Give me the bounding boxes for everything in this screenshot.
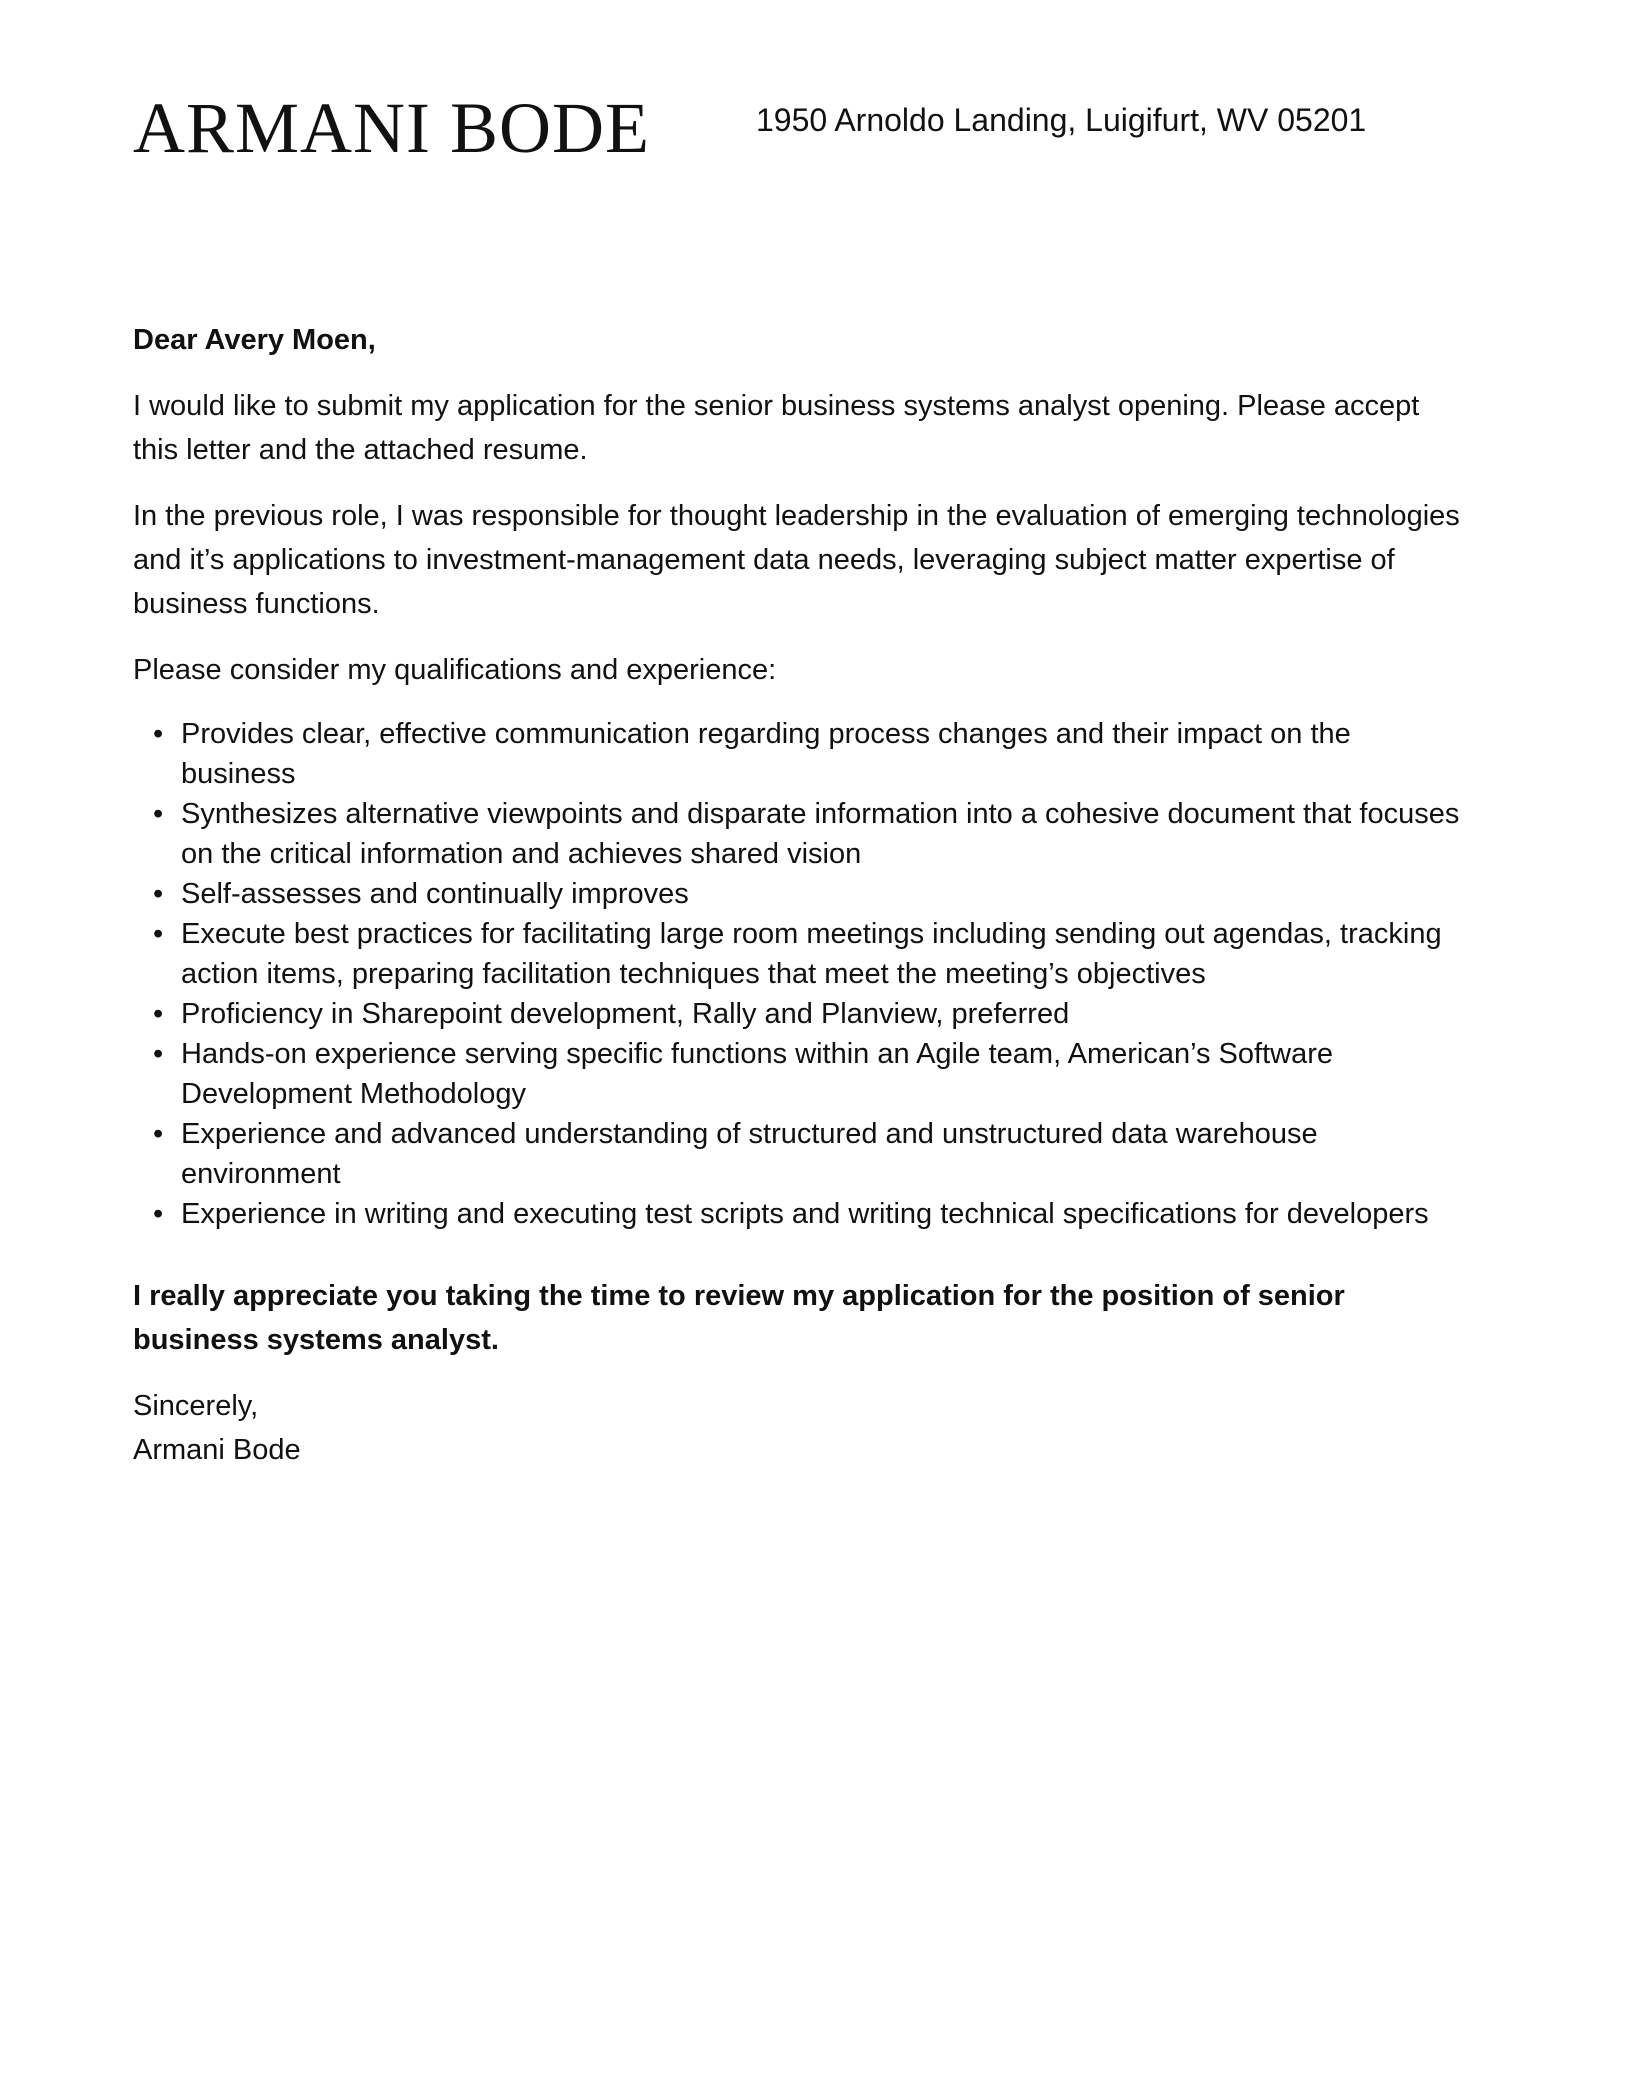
list-item (153, 794, 1463, 874)
bullet-icon: • (153, 878, 164, 910)
bullet-icon: • (153, 798, 164, 830)
salutation: Dear Avery Moen, (133, 324, 376, 356)
list-item-text: Provides clear, effective communication regarding process changes and their impact on the business (181, 718, 1351, 790)
sender-address: 1950 Arnoldo Landing, Luigifurt, WV 05201 (756, 102, 1367, 138)
qualifications-intro: Please consider my qualifications and experience: (133, 654, 777, 686)
list-item (153, 874, 1463, 914)
signoff: Sincerely, (133, 1390, 259, 1422)
list-item (153, 714, 1463, 794)
bullet-icon: • (153, 1198, 164, 1230)
bullet-icon: • (153, 918, 164, 950)
list-item (153, 1194, 1463, 1234)
bullet-icon: • (153, 1038, 164, 1070)
list-item (153, 914, 1463, 994)
bullet-icon: • (153, 1118, 164, 1150)
intro-paragraph: I would like to submit my application for the senior business systems analyst opening. Please accept this letter and the attached resume. (133, 390, 1420, 466)
list-item (153, 1034, 1463, 1114)
list-item-text: Execute best practices for facilitating large room meetings including sending out agendas, tracking action items, preparing facilitation techniques that meet the meeting’s objectives (181, 918, 1442, 990)
signature-name: Armani Bode (133, 1434, 301, 1466)
list-item (153, 994, 1463, 1034)
list-item (153, 1114, 1463, 1194)
sender-name: ARMANI BODE (133, 88, 651, 168)
qualifications-list (133, 714, 1463, 1234)
list-item-text: Experience and advanced understanding of structured and unstructured data warehouse environment (181, 1118, 1318, 1190)
list-item-text: Experience in writing and executing test scripts and writing technical specifications for developers (181, 1198, 1429, 1230)
experience-paragraph: In the previous role, I was responsible for thought leadership in the evaluation of emerging technologies and it’s applications to investment-management data needs, leveraging subject matter expertise of business functions. (133, 500, 1460, 620)
bullet-icon: • (153, 718, 164, 750)
list-item-text: Proficiency in Sharepoint development, Rally and Planview, preferred (181, 998, 1070, 1030)
closing-paragraph: I really appreciate you taking the time to review my application for the position of senior business systems analyst. (133, 1280, 1345, 1356)
bullet-icon: • (153, 998, 164, 1030)
list-item-text: Synthesizes alternative viewpoints and disparate information into a cohesive document that focuses on the critical information and achieves shared vision (181, 798, 1460, 870)
letter-body (133, 318, 1463, 1472)
list-item-text: Self-assesses and continually improves (181, 878, 689, 910)
letter-header (133, 86, 1513, 176)
list-item-text: Hands-on experience serving specific functions within an Agile team, American’s Software Development Methodology (181, 1038, 1333, 1110)
